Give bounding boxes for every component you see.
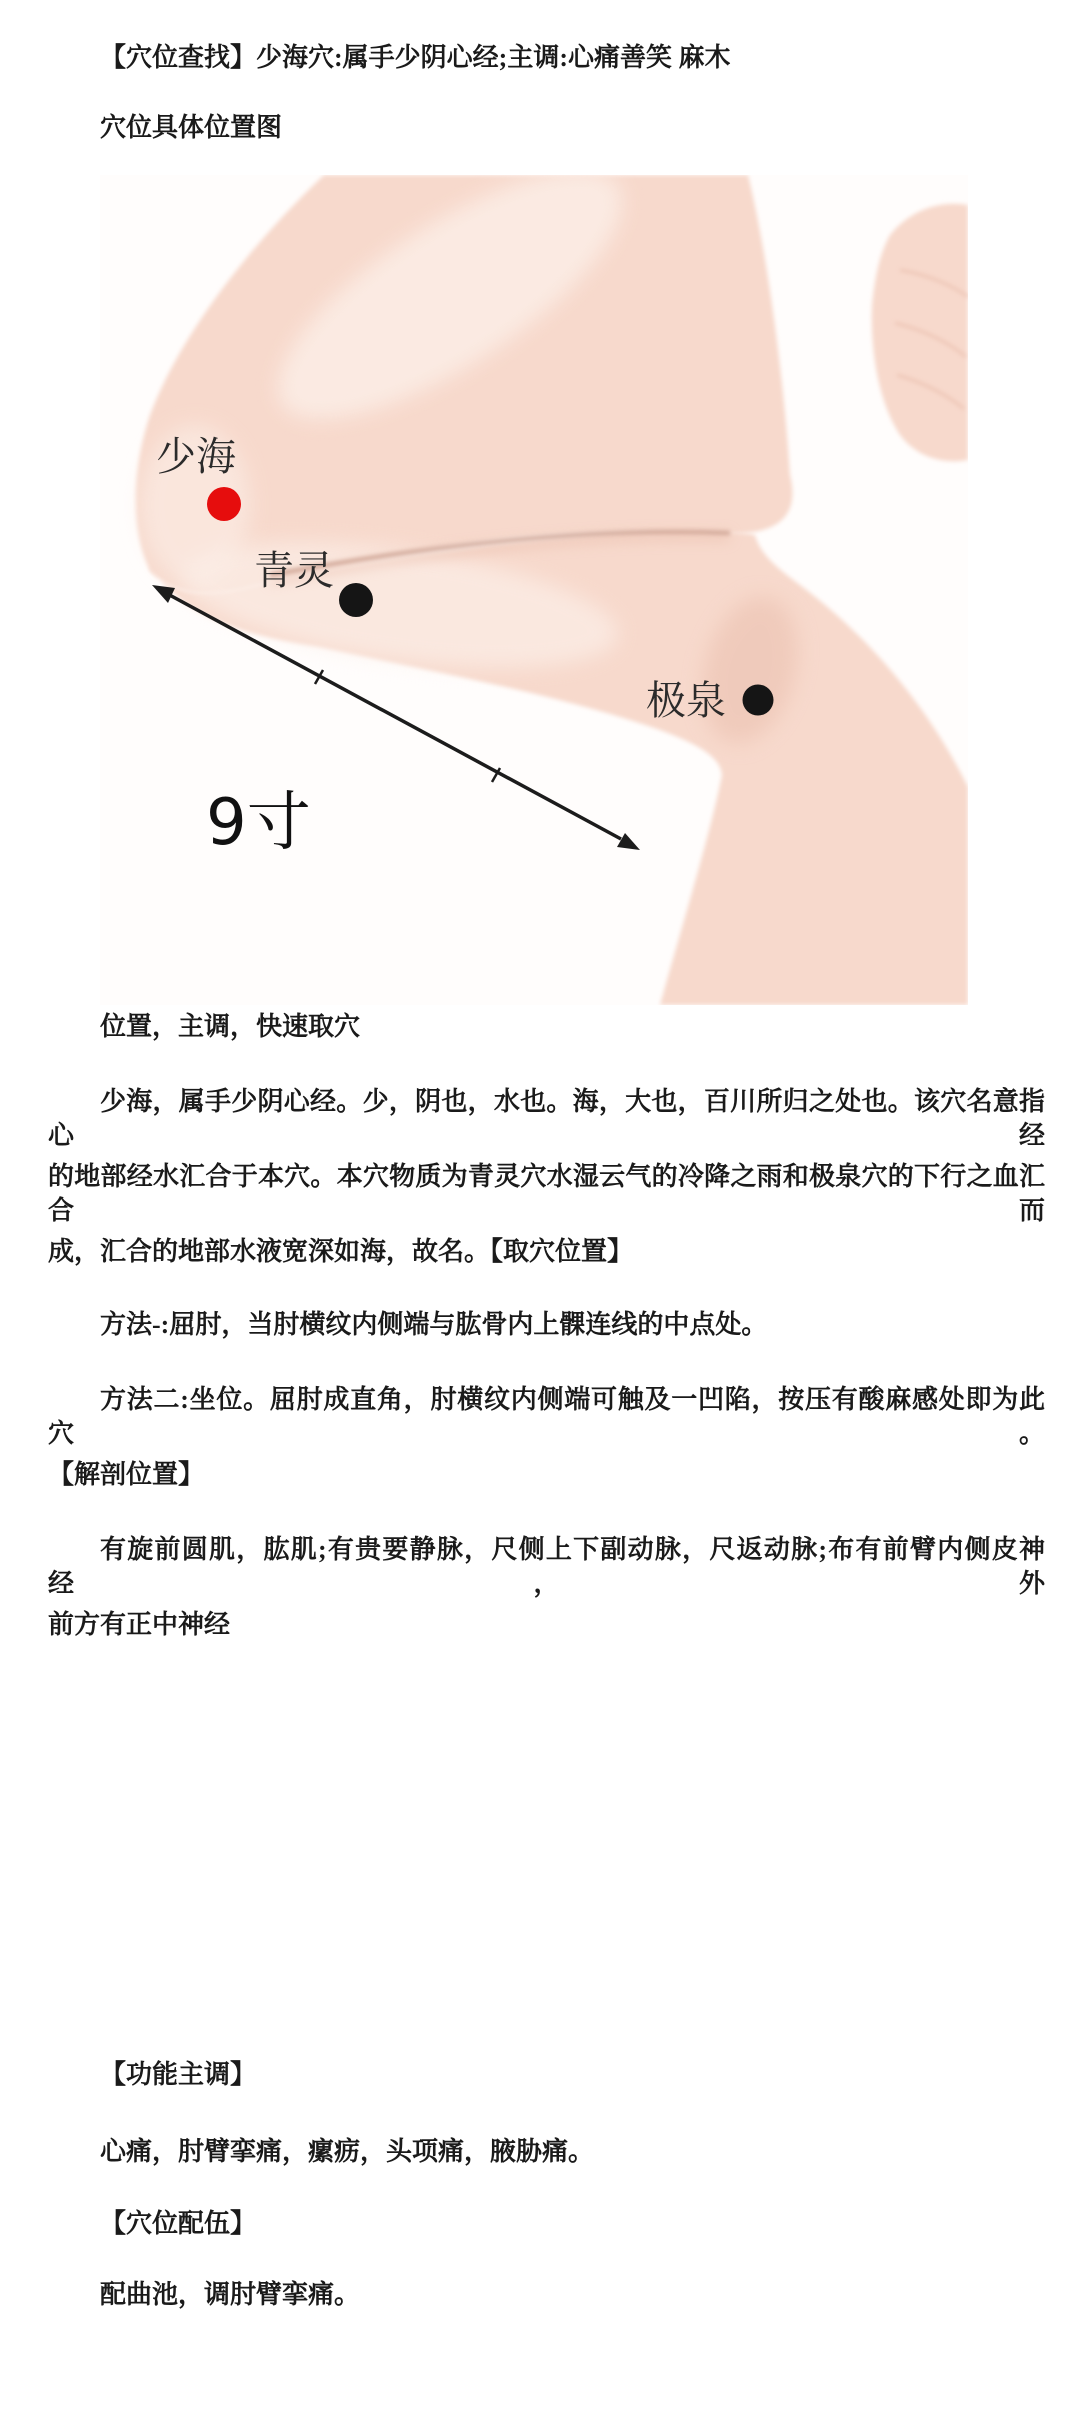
- point-marker-qingling: [339, 583, 373, 617]
- acupoint-figure: [100, 175, 968, 1005]
- doc-line: 前方有正中神经: [48, 1610, 231, 1639]
- doc-line: 方法二:坐位。屈肘成直角，肘横纹内侧端可触及一凹陷，按压有酸麻感处即为此穴。: [48, 1385, 1045, 1448]
- point-label-qingling: 青灵: [254, 548, 334, 594]
- doc-line: 少海，属手少阴心经。少，阴也，水也。海，大也，百川所归之处也。该穴名意指心经: [48, 1087, 1045, 1150]
- doc-line: 方法-:屈肘，当肘横纹内侧端与肱骨内上髁连线的中点处。: [100, 1310, 768, 1339]
- doc-line: 成，汇合的地部水液宽深如海，故名。【取穴位置】: [48, 1237, 634, 1266]
- doc-line: 配曲池，调肘臂挛痛。: [100, 2280, 361, 2309]
- page-title: 【穴位查找】少海穴:属手少阴心经;主调:心痛善笑 麻木: [100, 43, 731, 72]
- point-label-shaohai: 少海: [156, 434, 236, 480]
- doc-section-header: 【功能主调】: [100, 2060, 257, 2089]
- figure-caption: 穴位具体位置图: [100, 113, 283, 142]
- measurement-label: 9寸: [206, 786, 311, 860]
- hand-shape: [872, 204, 968, 462]
- arm-illustration: [100, 175, 968, 1005]
- point-marker-shaohai: [207, 487, 241, 521]
- doc-line: 心痛，肘臂挛痛，瘰疬，头项痛，腋胁痛。: [100, 2137, 595, 2166]
- point-label-jiquan: 极泉: [646, 678, 726, 724]
- doc-section-header: 【穴位配伍】: [100, 2209, 257, 2238]
- doc-line: 有旋前圆肌，肱肌;有贵要静脉，尺侧上下副动脉，尺返动脉;布有前臂内侧皮神经，外: [48, 1535, 1045, 1598]
- doc-line: 的地部经水汇合于本穴。本穴物质为青灵穴水湿云气的冷降之雨和极泉穴的下行之血汇合而: [48, 1162, 1045, 1225]
- point-marker-jiquan: [743, 685, 774, 716]
- doc-line: 位置，主调，快速取穴: [100, 1012, 361, 1041]
- doc-section-header: 【解剖位置】: [48, 1460, 205, 1489]
